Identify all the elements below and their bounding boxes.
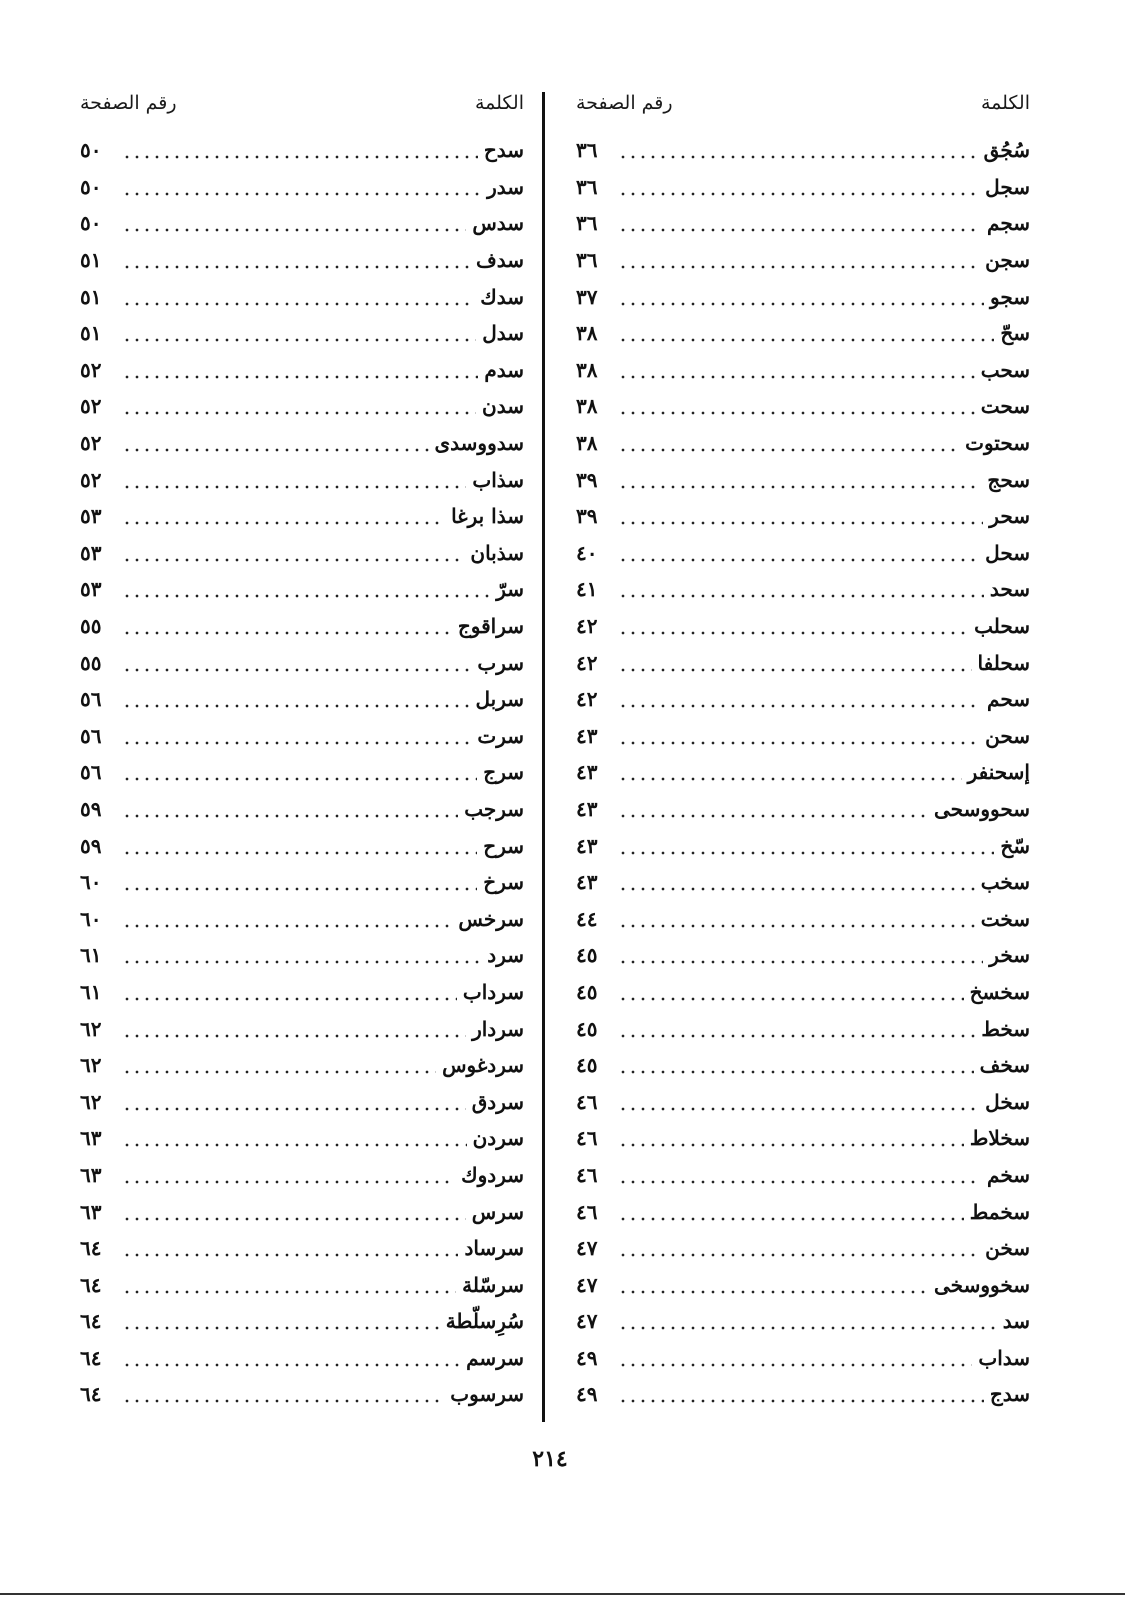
dot-leader	[618, 1128, 964, 1148]
index-entry	[80, 1157, 524, 1194]
dot-leader	[618, 470, 981, 490]
entry-word: سخمط	[969, 1199, 1030, 1224]
index-entry	[80, 791, 524, 828]
index-entry	[80, 1376, 524, 1413]
entry-page-number: ٤٩	[576, 1345, 598, 1370]
entry-word: سرس	[471, 1199, 524, 1224]
entry-page-number: ٣٦	[576, 174, 598, 199]
index-entry	[576, 974, 1030, 1011]
entry-page-number: ٤٧	[576, 1272, 598, 1297]
column-header	[80, 92, 524, 128]
entry-page-number: ٥٥	[80, 650, 102, 675]
entry-word: سحم	[987, 687, 1030, 712]
entry-page-number: ٦٣	[80, 1162, 102, 1187]
dot-leader	[122, 653, 471, 673]
entry-word: سدج	[989, 1382, 1030, 1407]
dot-leader	[618, 360, 975, 380]
dot-leader	[618, 1348, 972, 1368]
entry-page-number: ٤٠	[576, 540, 598, 565]
entry-word: سحّ	[1000, 321, 1030, 346]
entry-word: سرح	[483, 833, 524, 858]
entry-page-number: ٣٦	[576, 138, 598, 163]
index-entry	[576, 278, 1030, 315]
dot-leader	[618, 396, 975, 416]
entry-word: سرج	[483, 760, 524, 785]
entry-page-number: ٥٦	[80, 687, 102, 712]
entry-word: سدر	[487, 174, 524, 199]
entry-page-number: ٥٢	[80, 431, 102, 456]
entry-word: سحد	[989, 577, 1030, 602]
dot-leader	[122, 1384, 444, 1404]
index-entry	[80, 827, 524, 864]
dot-leader	[618, 250, 979, 270]
entry-word: سحب	[980, 357, 1030, 382]
entry-word: سدك	[480, 284, 524, 309]
index-entry	[576, 1010, 1030, 1047]
entry-page-number: ٥٩	[80, 833, 102, 858]
index-entry	[80, 644, 524, 681]
index-entry	[80, 864, 524, 901]
dot-leader	[618, 653, 972, 673]
entry-page-number: ٦٢	[80, 1053, 102, 1078]
entry-page-number: ٦٣	[80, 1126, 102, 1151]
index-entry	[80, 425, 524, 462]
dot-leader	[122, 726, 471, 746]
entry-word: سد	[1002, 1309, 1030, 1334]
index-entry	[576, 425, 1030, 462]
dot-leader	[122, 762, 477, 782]
entry-page-number: ٦٤	[80, 1345, 102, 1370]
entry-page-number: ٥٢	[80, 357, 102, 382]
index-column-left	[80, 92, 524, 1413]
entry-page-number: ٣٨	[576, 321, 598, 346]
index-entry	[576, 754, 1030, 791]
dot-leader	[618, 1275, 928, 1295]
entry-page-number: ٥٣	[80, 577, 102, 602]
entry-word: سخم	[987, 1162, 1030, 1187]
entry-page-number: ٤٧	[576, 1236, 598, 1261]
dot-leader	[122, 579, 490, 599]
index-entry	[576, 791, 1030, 828]
dot-leader	[618, 213, 981, 233]
entry-page-number: ٤٢	[576, 614, 598, 639]
index-entry	[80, 718, 524, 755]
entry-word: سخر	[989, 943, 1030, 968]
dot-leader	[122, 433, 429, 453]
dot-leader	[618, 1092, 979, 1112]
entry-word: سرسم	[466, 1345, 524, 1370]
index-entry	[80, 608, 524, 645]
dot-leader	[122, 1055, 436, 1075]
dot-leader	[618, 1384, 984, 1404]
entry-page-number: ٦١	[80, 943, 102, 968]
dot-leader	[122, 213, 466, 233]
entry-word: سذا برغا	[451, 504, 524, 529]
entry-word: سرداب	[462, 979, 524, 1004]
entry-word: سخل	[985, 1089, 1030, 1114]
index-entry	[576, 1376, 1030, 1413]
dot-leader	[618, 287, 984, 307]
entry-page-number: ٤٩	[576, 1382, 598, 1407]
entry-word: سُرِسلّطة	[445, 1309, 524, 1334]
index-entry	[576, 132, 1030, 169]
dot-leader	[122, 360, 478, 380]
entry-page-number: ٤٣	[576, 796, 598, 821]
index-entry	[80, 242, 524, 279]
index-entry	[576, 681, 1030, 718]
entry-page-number: ٣٦	[576, 248, 598, 273]
dot-leader	[618, 616, 968, 636]
dot-leader	[618, 433, 959, 453]
entry-word: سُجُق	[983, 138, 1030, 163]
dot-leader	[122, 1128, 467, 1148]
index-entry	[576, 352, 1030, 389]
dot-leader	[122, 1238, 458, 1258]
dot-leader	[618, 762, 962, 782]
dot-leader	[618, 140, 978, 160]
index-entry	[576, 571, 1030, 608]
entry-page-number: ٣٦	[576, 211, 598, 236]
index-entry	[576, 1303, 1030, 1340]
entry-list	[80, 132, 524, 1413]
entry-word: سخلاط	[969, 1126, 1030, 1151]
entry-word: سحت	[980, 394, 1030, 419]
index-entry	[80, 132, 524, 169]
index-entry	[576, 1083, 1030, 1120]
index-entry	[576, 827, 1030, 864]
dot-leader	[122, 396, 476, 416]
entry-page-number: ٦١	[80, 979, 102, 1004]
entry-page-number: ٤٣	[576, 760, 598, 785]
entry-word: سخن	[985, 1236, 1030, 1261]
entry-page-number: ٤٣	[576, 870, 598, 895]
entry-page-number: ٤٦	[576, 1162, 598, 1187]
index-entry	[80, 1120, 524, 1157]
column-header	[576, 92, 1030, 128]
entry-word: سذاب	[472, 467, 524, 492]
dot-leader	[122, 1348, 460, 1368]
dot-leader	[122, 177, 481, 197]
entry-word: سخف	[979, 1053, 1030, 1078]
index-entry	[576, 1230, 1030, 1267]
entry-page-number: ٥٩	[80, 796, 102, 821]
entry-word: سحووسحى	[934, 796, 1030, 821]
entry-page-number: ٦٢	[80, 1016, 102, 1041]
entry-page-number: ٤٦	[576, 1126, 598, 1151]
entry-word: سربل	[475, 687, 524, 712]
entry-page-number: ٦٤	[80, 1272, 102, 1297]
entry-page-number: ٦٠	[80, 906, 102, 931]
index-entry	[576, 1047, 1030, 1084]
index-entry	[576, 900, 1030, 937]
index-entry	[576, 1157, 1030, 1194]
dot-leader	[122, 982, 457, 1002]
index-entry	[576, 242, 1030, 279]
entry-word: سرجب	[464, 796, 524, 821]
entry-page-number: ٣٩	[576, 467, 598, 492]
entry-word: سدووسدى	[434, 431, 524, 456]
entry-page-number: ٤١	[576, 577, 598, 602]
header-word-label: الكلمة	[474, 92, 524, 114]
entry-page-number: ٤٤	[576, 906, 598, 931]
entry-page-number: ٣٩	[576, 504, 598, 529]
index-entry	[80, 352, 524, 389]
entry-word: سرسوب	[450, 1382, 524, 1407]
dot-leader	[618, 982, 964, 1002]
entry-word: سردق	[471, 1089, 524, 1114]
header-page-label: رقم الصفحة	[576, 92, 673, 114]
dot-leader	[122, 1019, 466, 1039]
index-entry	[576, 1193, 1030, 1230]
dot-leader	[122, 689, 469, 709]
dot-leader	[122, 1165, 455, 1185]
index-entry	[80, 1047, 524, 1084]
index-entry	[80, 535, 524, 572]
index-entry	[576, 388, 1030, 425]
index-entry	[80, 498, 524, 535]
entry-page-number: ٤٥	[576, 979, 598, 1004]
index-entry	[576, 205, 1030, 242]
index-entry	[80, 1303, 524, 1340]
entry-page-number: ٥٥	[80, 614, 102, 639]
entry-page-number: ٤٢	[576, 687, 598, 712]
index-entry	[576, 169, 1030, 206]
dot-leader	[618, 872, 975, 892]
index-entry	[80, 1340, 524, 1377]
index-entry	[80, 937, 524, 974]
entry-word: سحلفا	[977, 650, 1030, 675]
dot-leader	[122, 140, 478, 160]
entry-word: سرخس	[458, 906, 524, 931]
index-entry	[80, 974, 524, 1011]
entry-word: سجو	[990, 284, 1030, 309]
entry-word: سحن	[985, 723, 1030, 748]
dot-leader	[618, 579, 984, 599]
index-entry	[80, 461, 524, 498]
dot-leader	[618, 689, 981, 709]
header-page-label: رقم الصفحة	[80, 92, 177, 114]
entry-page-number: ٥٠	[80, 138, 102, 163]
index-entry	[576, 718, 1030, 755]
entry-word: سخسخ	[969, 979, 1030, 1004]
entry-word: إسحنفر	[967, 760, 1030, 785]
entry-page-number: ٥٠	[80, 211, 102, 236]
index-entry	[576, 644, 1030, 681]
dot-leader	[122, 470, 466, 490]
index-entry	[576, 937, 1030, 974]
entry-page-number: ٥٢	[80, 394, 102, 419]
dot-leader	[122, 287, 474, 307]
index-entry	[80, 571, 524, 608]
dot-leader	[618, 1165, 981, 1185]
entry-page-number: ٦٢	[80, 1089, 102, 1114]
dot-leader	[618, 177, 979, 197]
entry-list	[576, 132, 1030, 1413]
entry-word: سرخ	[483, 870, 524, 895]
dot-leader	[122, 909, 452, 929]
index-entry	[80, 1230, 524, 1267]
entry-page-number: ٤٥	[576, 1053, 598, 1078]
entry-word: سحلب	[974, 614, 1030, 639]
entry-page-number: ٥١	[80, 284, 102, 309]
entry-page-number: ٣٨	[576, 394, 598, 419]
index-entry	[576, 535, 1030, 572]
entry-page-number: ٦٤	[80, 1309, 102, 1334]
entry-word: سخت	[980, 906, 1030, 931]
index-entry	[80, 900, 524, 937]
entry-page-number: ٤٣	[576, 833, 598, 858]
entry-word: سخط	[981, 1016, 1030, 1041]
dot-leader	[122, 1092, 466, 1112]
entry-page-number: ٣٨	[576, 357, 598, 382]
entry-page-number: ٦٠	[80, 870, 102, 895]
entry-word: سرت	[477, 723, 524, 748]
entry-page-number: ٤٥	[576, 943, 598, 968]
entry-word: سحتوت	[965, 431, 1030, 456]
dot-leader	[618, 1055, 974, 1075]
entry-page-number: ٣٧	[576, 284, 598, 309]
dot-leader	[122, 1202, 466, 1222]
entry-word: سدل	[482, 321, 524, 346]
dot-leader	[618, 543, 979, 563]
header-word-label: الكلمة	[980, 92, 1030, 114]
entry-word: سداب	[978, 1345, 1030, 1370]
entry-word: سرّ	[496, 577, 524, 602]
entry-page-number: ٥٣	[80, 540, 102, 565]
index-entry	[80, 169, 524, 206]
index-entry	[80, 1010, 524, 1047]
entry-page-number: ٤٣	[576, 723, 598, 748]
index-entry	[576, 608, 1030, 645]
dot-leader	[618, 945, 983, 965]
entry-page-number: ٤٧	[576, 1309, 598, 1334]
index-entry	[576, 461, 1030, 498]
index-column-right	[576, 92, 1030, 1413]
dot-leader	[618, 799, 928, 819]
entry-word: سراقوج	[457, 614, 524, 639]
index-entry	[576, 315, 1030, 352]
entry-word: سدف	[476, 248, 524, 273]
entry-page-number: ٦٤	[80, 1236, 102, 1261]
index-entry	[80, 388, 524, 425]
index-entry	[80, 1193, 524, 1230]
entry-word: سجل	[985, 174, 1030, 199]
entry-word: سجن	[985, 248, 1030, 273]
dot-leader	[618, 506, 983, 526]
dot-leader	[122, 872, 477, 892]
entry-page-number: ٤٢	[576, 650, 598, 675]
dot-leader	[122, 1275, 456, 1295]
entry-word: سخب	[980, 870, 1030, 895]
entry-page-number: ٥٢	[80, 467, 102, 492]
entry-word: سردن	[472, 1126, 524, 1151]
index-entry	[80, 205, 524, 242]
index-entry	[576, 1266, 1030, 1303]
dot-leader	[122, 543, 464, 563]
dot-leader	[618, 726, 979, 746]
entry-word: سجم	[987, 211, 1030, 236]
entry-word: سرسّلة	[462, 1272, 524, 1297]
entry-word: سردغوس	[442, 1053, 524, 1078]
scan-edge	[0, 1593, 1125, 1595]
entry-page-number: ٦٣	[80, 1199, 102, 1224]
entry-word: سدح	[483, 138, 524, 163]
dot-leader	[618, 323, 994, 343]
entry-word: سرب	[477, 650, 524, 675]
entry-page-number: ٥٦	[80, 760, 102, 785]
entry-word: سردار	[472, 1016, 524, 1041]
index-entry	[576, 1340, 1030, 1377]
index-entry	[80, 278, 524, 315]
entry-page-number: ٥٠	[80, 174, 102, 199]
entry-word: سردوك	[461, 1162, 524, 1187]
entry-word: سحر	[989, 504, 1030, 529]
column-divider	[542, 92, 545, 1422]
entry-word: سرد	[487, 943, 524, 968]
dot-leader	[618, 1202, 964, 1222]
entry-word: سّخ	[1000, 833, 1030, 858]
index-entry	[80, 315, 524, 352]
index-entry	[80, 1266, 524, 1303]
entry-page-number: ٥٣	[80, 504, 102, 529]
dot-leader	[122, 506, 445, 526]
entry-word: سدن	[482, 394, 524, 419]
entry-word: سدس	[472, 211, 524, 236]
dot-leader	[618, 1019, 975, 1039]
dot-leader	[618, 1238, 979, 1258]
index-entry	[80, 1083, 524, 1120]
dot-leader	[122, 945, 481, 965]
entry-page-number: ٤٦	[576, 1199, 598, 1224]
dot-leader	[618, 909, 975, 929]
dot-leader	[122, 250, 470, 270]
entry-word: سدم	[484, 357, 524, 382]
entry-page-number: ٥١	[80, 248, 102, 273]
dot-leader	[122, 836, 477, 856]
dot-leader	[122, 1311, 440, 1331]
entry-word: سذبان	[470, 540, 524, 565]
entry-word: سحج	[987, 467, 1030, 492]
entry-page-number: ٦٤	[80, 1382, 102, 1407]
index-entry	[576, 864, 1030, 901]
page-number: ٢١٤	[532, 1446, 568, 1472]
entry-page-number: ٤٥	[576, 1016, 598, 1041]
dot-leader	[122, 616, 452, 636]
entry-word: سرساد	[464, 1236, 524, 1261]
entry-word: سحل	[985, 540, 1030, 565]
entry-page-number: ٣٨	[576, 431, 598, 456]
entry-word: سخووسخى	[934, 1272, 1030, 1297]
entry-page-number: ٤٦	[576, 1089, 598, 1114]
entry-page-number: ٥١	[80, 321, 102, 346]
dot-leader	[618, 1311, 997, 1331]
entry-page-number: ٥٦	[80, 723, 102, 748]
index-entry	[80, 754, 524, 791]
index-entry	[80, 681, 524, 718]
dot-leader	[122, 799, 458, 819]
dot-leader	[618, 836, 994, 856]
index-entry	[576, 498, 1030, 535]
dot-leader	[122, 323, 476, 343]
index-entry	[576, 1120, 1030, 1157]
